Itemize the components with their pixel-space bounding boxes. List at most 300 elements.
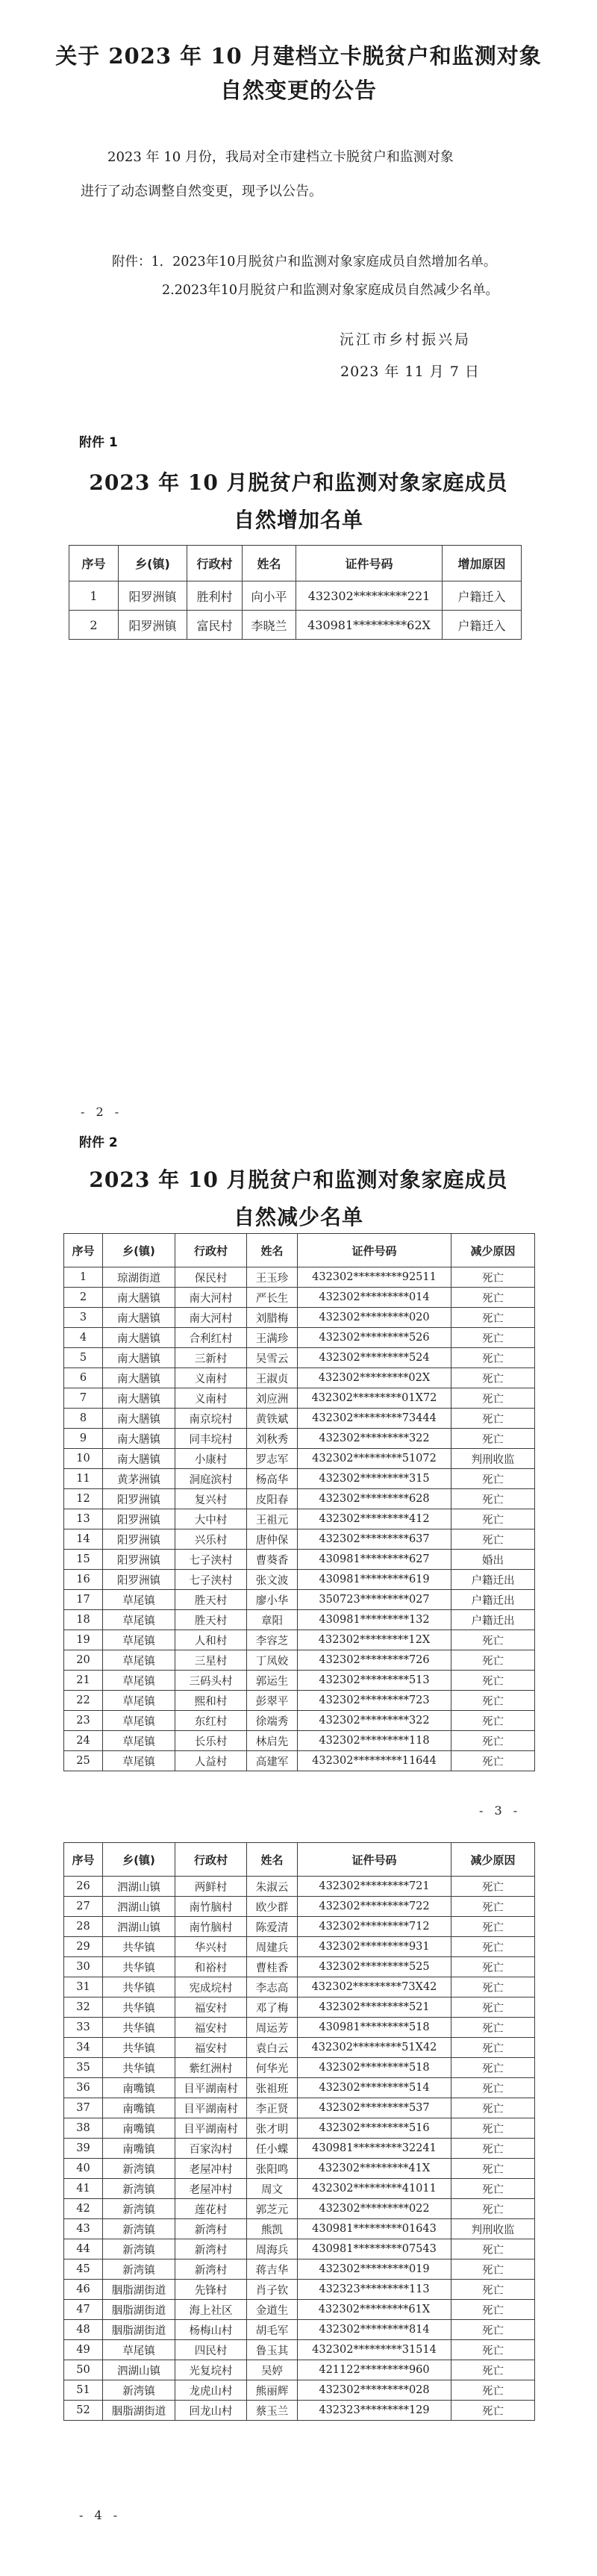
page-number-4: - 4 - (79, 2508, 122, 2522)
table-cell: 户籍迁出 (451, 1590, 535, 1610)
table-cell: 432302*********637 (298, 1529, 451, 1550)
table-cell: 唐仲保 (247, 1529, 298, 1550)
table-cell: 胡毛军 (247, 2320, 298, 2340)
column-header: 行政村 (187, 546, 243, 581)
table-cell: 人益村 (175, 1751, 247, 1771)
table-cell: 任小蝶 (247, 2139, 298, 2159)
table-cell: 周建兵 (247, 1937, 298, 1957)
table-cell: 432302*********628 (298, 1489, 451, 1509)
attachment-note-item1: 1．2023年10月脱贫户和监测对象家庭成员自然增加名单。 (151, 255, 497, 269)
table-cell: 432302*********31514 (298, 2340, 451, 2360)
table-cell: 徐端秀 (247, 1711, 298, 1731)
table-cell: 七子浃村 (175, 1550, 247, 1570)
table-cell: 张文波 (247, 1570, 298, 1590)
table-cell: 草尾镇 (103, 1691, 175, 1711)
table-cell: 共华镇 (103, 2058, 175, 2078)
table-cell: 南京垸村 (175, 1409, 247, 1429)
table-row (64, 1998, 535, 2018)
notice-body (81, 140, 528, 209)
table-cell: 13 (64, 1509, 103, 1529)
table-cell: 2 (64, 1288, 103, 1308)
table-cell: 莲花村 (175, 2199, 247, 2219)
table-cell: 保民村 (175, 1267, 247, 1288)
table-row (64, 1529, 535, 1550)
table-row (64, 1449, 535, 1469)
table-row (64, 1937, 535, 1957)
table-cell: 南大河村 (175, 1288, 247, 1308)
table-header-row (64, 1234, 535, 1267)
table-cell: 长乐村 (175, 1731, 247, 1751)
table-row (64, 2239, 535, 2260)
table-cell: 小康村 (175, 1449, 247, 1469)
table-cell: 15 (64, 1550, 103, 1570)
table-row (64, 2179, 535, 2199)
attachment2-title (0, 1161, 597, 1236)
table-cell: 南嘴镇 (103, 2139, 175, 2159)
table-cell: 刘秋秀 (247, 1429, 298, 1449)
table-row (64, 2360, 535, 2380)
table-cell: 死亡 (451, 2380, 535, 2401)
table-row (64, 1590, 535, 1610)
table-cell: 王淑贞 (247, 1368, 298, 1388)
table-cell: 430981*********62X (296, 611, 443, 640)
table-cell: 17 (64, 1590, 103, 1610)
table-header-row (69, 546, 522, 581)
table-cell: 三星村 (175, 1650, 247, 1671)
table-cell: 草尾镇 (103, 1711, 175, 1731)
table-cell: 琼湖街道 (103, 1267, 175, 1288)
table-cell: 432302*********221 (296, 581, 443, 611)
column-header: 序号 (69, 546, 119, 581)
table-row (64, 1429, 535, 1449)
table-cell: 死亡 (451, 2239, 535, 2260)
table-cell: 432302*********537 (298, 2098, 451, 2118)
table-row (69, 611, 522, 640)
table-cell: 李容芝 (247, 1630, 298, 1650)
table-cell: 目平湖南村 (175, 2098, 247, 2118)
table-cell: 户籍迁入 (443, 581, 522, 611)
table-cell: 27 (64, 1897, 103, 1917)
table-cell: 黄茅洲镇 (103, 1469, 175, 1489)
table-cell: 432302*********514 (298, 2078, 451, 2098)
table-cell: 泗湖山镇 (103, 1877, 175, 1897)
table-cell: 草尾镇 (103, 1671, 175, 1691)
table-cell: 39 (64, 2139, 103, 2159)
attachment1-title-line1: 2023 年 10 月脱贫户和监测对象家庭成员 (89, 470, 508, 495)
table-cell: 432302*********11644 (298, 1751, 451, 1771)
table-cell: 45 (64, 2260, 103, 2280)
table-cell: 向小平 (243, 581, 296, 611)
table-row (64, 1977, 535, 1998)
table-cell: 44 (64, 2239, 103, 2260)
table-cell: 3 (64, 1308, 103, 1328)
table-cell: 2 (69, 611, 119, 640)
table-cell: 11 (64, 1469, 103, 1489)
table-cell: 432302*********521 (298, 1998, 451, 2018)
table-cell: 新湾镇 (103, 2159, 175, 2179)
table-cell: 草尾镇 (103, 1731, 175, 1751)
table-cell: 18 (64, 1610, 103, 1630)
table-cell: 21 (64, 1671, 103, 1691)
table-cell: 胜天村 (175, 1590, 247, 1610)
table-cell: 20 (64, 1650, 103, 1671)
table-cell: 胭脂湖街道 (103, 2300, 175, 2320)
table-row (64, 1489, 535, 1509)
table-cell: 死亡 (451, 1671, 535, 1691)
table-cell: 南大膳镇 (103, 1308, 175, 1328)
column-header: 序号 (64, 1843, 103, 1877)
table-cell: 430981*********32241 (298, 2139, 451, 2159)
table-cell: 东红村 (175, 1711, 247, 1731)
table-cell: 张阳鸣 (247, 2159, 298, 2179)
table-cell: 死亡 (451, 1388, 535, 1409)
table-row (64, 2058, 535, 2078)
table-cell: 共华镇 (103, 2018, 175, 2038)
table-cell: 26 (64, 1877, 103, 1897)
issuer-signature: 沅江市乡村振兴局 (340, 331, 472, 348)
table-cell: 死亡 (451, 1368, 535, 1388)
table-cell: 48 (64, 2320, 103, 2340)
attachment1-title (0, 464, 597, 539)
table-cell: 两鲜村 (175, 1877, 247, 1897)
table-cell: 南竹脑村 (175, 1917, 247, 1937)
table-cell: 南大膳镇 (103, 1368, 175, 1388)
table-row (64, 2078, 535, 2098)
table-cell: 胜利村 (187, 581, 243, 611)
table-row (64, 2280, 535, 2300)
table-cell: 432302*********412 (298, 1509, 451, 1529)
table-cell: 死亡 (451, 1751, 535, 1771)
attachment2-title-line2: 自然减少名单 (233, 1205, 363, 1229)
table-cell: 鲁玉其 (247, 2340, 298, 2360)
table-cell: 430981*********132 (298, 1610, 451, 1630)
table-row (64, 1308, 535, 1328)
attachment-note-line1 (112, 248, 498, 276)
table-cell: 432302*********526 (298, 1328, 451, 1348)
table-row (64, 2340, 535, 2360)
table-row (64, 2219, 535, 2239)
table-cell: 38 (64, 2118, 103, 2139)
table-cell: 死亡 (451, 1469, 535, 1489)
table-cell: 义南村 (175, 1368, 247, 1388)
table-cell: 何华光 (247, 2058, 298, 2078)
table-cell: 新湾村 (175, 2239, 247, 2260)
notice-title (0, 39, 597, 107)
table-row (64, 1877, 535, 1897)
table-row (64, 1671, 535, 1691)
table-cell: 432302*********014 (298, 1288, 451, 1308)
table-cell: 死亡 (451, 1977, 535, 1998)
table-cell: 人和村 (175, 1630, 247, 1650)
table-cell: 南竹脑村 (175, 1897, 247, 1917)
table-row (64, 2098, 535, 2118)
table-cell: 户籍迁出 (451, 1610, 535, 1630)
table-cell: 死亡 (451, 2118, 535, 2139)
table-cell: 阳罗洲镇 (103, 1489, 175, 1509)
table-cell: 草尾镇 (103, 1630, 175, 1650)
table-cell: 1 (69, 581, 119, 611)
table-cell: 46 (64, 2280, 103, 2300)
table-cell: 胜天村 (175, 1610, 247, 1630)
table-cell: 章阳 (247, 1610, 298, 1630)
table-cell: 24 (64, 1731, 103, 1751)
table-cell: 阳罗洲镇 (119, 611, 187, 640)
table-cell: 16 (64, 1570, 103, 1590)
table-cell: 蔡玉兰 (247, 2401, 298, 2421)
table-cell: 南嘴镇 (103, 2078, 175, 2098)
table-cell: 阳罗洲镇 (103, 1529, 175, 1550)
table-cell: 死亡 (451, 2260, 535, 2280)
table-cell: 28 (64, 1917, 103, 1937)
table-cell: 张才明 (247, 2118, 298, 2139)
table-cell: 郭运生 (247, 1671, 298, 1691)
table-cell: 杨梅山村 (175, 2320, 247, 2340)
table-cell: 死亡 (451, 1897, 535, 1917)
table-cell: 9 (64, 1429, 103, 1449)
table-cell: 死亡 (451, 2098, 535, 2118)
table-cell: 老屋冲村 (175, 2159, 247, 2179)
table-cell: 6 (64, 1368, 103, 1388)
table-cell: 死亡 (451, 1630, 535, 1650)
table-cell: 熊丽辉 (247, 2380, 298, 2401)
table-row (64, 1691, 535, 1711)
table-cell: 死亡 (451, 2340, 535, 2360)
table-cell: 死亡 (451, 1917, 535, 1937)
table-cell: 死亡 (451, 1288, 535, 1308)
table-cell: 福安村 (175, 1998, 247, 2018)
table-cell: 复兴村 (175, 1489, 247, 1509)
table-cell: 回龙山村 (175, 2401, 247, 2421)
table-cell: 合利红村 (175, 1328, 247, 1348)
table-cell: 30 (64, 1957, 103, 1977)
table-cell: 432323*********113 (298, 2280, 451, 2300)
table-cell: 42 (64, 2199, 103, 2219)
table-row (64, 1751, 535, 1771)
table-cell: 阳罗洲镇 (103, 1509, 175, 1529)
table-cell: 新湾村 (175, 2219, 247, 2239)
table-cell: 共华镇 (103, 1937, 175, 1957)
table-cell: 死亡 (451, 2139, 535, 2159)
attachment1-title-line2: 自然增加名单 (233, 508, 363, 532)
table-cell: 袁白云 (247, 2038, 298, 2058)
table-cell: 432302*********814 (298, 2320, 451, 2340)
table-row (64, 1348, 535, 1368)
table-cell: 死亡 (451, 2159, 535, 2179)
table-row (64, 1368, 535, 1388)
table-cell: 死亡 (451, 1691, 535, 1711)
table-cell: 丁凤姣 (247, 1650, 298, 1671)
table-cell: 共华镇 (103, 1977, 175, 1998)
table-cell: 曹葵香 (247, 1550, 298, 1570)
table-cell: 周运芳 (247, 2018, 298, 2038)
table-cell: 430981*********619 (298, 1570, 451, 1590)
table-cell: 死亡 (451, 2300, 535, 2320)
table-cell: 34 (64, 2038, 103, 2058)
table-cell: 432302*********022 (298, 2199, 451, 2219)
table-cell: 熙和村 (175, 1691, 247, 1711)
table-cell: 432302*********516 (298, 2118, 451, 2139)
table-cell: 432302*********322 (298, 1429, 451, 1449)
table-cell: 高建军 (247, 1751, 298, 1771)
table-row (64, 1897, 535, 1917)
table-cell: 29 (64, 1937, 103, 1957)
table-cell: 19 (64, 1630, 103, 1650)
table-row (64, 1711, 535, 1731)
table-cell: 432302*********73444 (298, 1409, 451, 1429)
table-cell: 曹桂香 (247, 1957, 298, 1977)
table-cell: 23 (64, 1711, 103, 1731)
table-cell: 死亡 (451, 1650, 535, 1671)
table-cell: 432302*********726 (298, 1650, 451, 1671)
table-cell: 死亡 (451, 1429, 535, 1449)
table-cell: 49 (64, 2340, 103, 2360)
table-cell: 432302*********513 (298, 1671, 451, 1691)
table-row (64, 1388, 535, 1409)
table-cell: 35 (64, 2058, 103, 2078)
table-cell: 432302*********712 (298, 1917, 451, 1937)
table-cell: 350723*********027 (298, 1590, 451, 1610)
table-cell: 黄铁斌 (247, 1409, 298, 1429)
table-cell: 南大膳镇 (103, 1388, 175, 1409)
table-cell: 南大膳镇 (103, 1348, 175, 1368)
table-cell: 宪成垸村 (175, 1977, 247, 1998)
table-cell: 430981*********01643 (298, 2219, 451, 2239)
table-cell: 百家沟村 (175, 2139, 247, 2159)
table-cell: 7 (64, 1388, 103, 1409)
attachment2-title-line1: 2023 年 10 月脱贫户和监测对象家庭成员 (89, 1167, 508, 1192)
table-cell: 432302*********931 (298, 1937, 451, 1957)
table-header-row (64, 1843, 535, 1877)
table-cell: 户籍迁入 (443, 611, 522, 640)
table-cell: 草尾镇 (103, 1650, 175, 1671)
attachment2-table-page4 (63, 1842, 535, 2421)
table-cell: 华兴村 (175, 1937, 247, 1957)
table-cell: 432302*********92511 (298, 1267, 451, 1288)
table-cell: 10 (64, 1449, 103, 1469)
table-cell: 南大河村 (175, 1308, 247, 1328)
table-cell: 5 (64, 1348, 103, 1368)
table-cell: 泗湖山镇 (103, 1897, 175, 1917)
table-cell: 草尾镇 (103, 1610, 175, 1630)
table-row (64, 1288, 535, 1308)
table-cell: 义南村 (175, 1388, 247, 1409)
table-cell: 刘腊梅 (247, 1308, 298, 1328)
table-cell: 432302*********61X (298, 2300, 451, 2320)
column-header: 姓名 (247, 1843, 298, 1877)
table-cell: 22 (64, 1691, 103, 1711)
table-cell: 熊凯 (247, 2219, 298, 2239)
table-cell: 福安村 (175, 2038, 247, 2058)
table-cell: 南大膳镇 (103, 1328, 175, 1348)
table-cell: 死亡 (451, 1308, 535, 1328)
table-cell: 432302*********721 (298, 1877, 451, 1897)
table-cell: 432302*********51072 (298, 1449, 451, 1469)
table-row (64, 1509, 535, 1529)
table-cell: 胭脂湖街道 (103, 2320, 175, 2340)
table-cell: 432302*********41011 (298, 2179, 451, 2199)
table-cell: 37 (64, 2098, 103, 2118)
table-row (64, 1731, 535, 1751)
table-row (64, 2401, 535, 2421)
table-cell: 大中村 (175, 1509, 247, 1529)
table-cell: 死亡 (451, 1529, 535, 1550)
table-cell: 32 (64, 1998, 103, 2018)
table-cell: 432302*********12X (298, 1630, 451, 1650)
table-cell: 430981*********627 (298, 1550, 451, 1570)
table-cell: 47 (64, 2300, 103, 2320)
table-cell: 43 (64, 2219, 103, 2239)
table-cell: 吴雪云 (247, 1348, 298, 1368)
table-cell: 严长生 (247, 1288, 298, 1308)
table-cell: 福安村 (175, 2018, 247, 2038)
attachment1-table (69, 545, 522, 640)
table-cell: 郭芝元 (247, 2199, 298, 2219)
attachment1-label: 附件 1 (79, 435, 118, 450)
table-row (64, 2300, 535, 2320)
table-cell: 共华镇 (103, 1957, 175, 1977)
table-cell: 432302*********41X (298, 2159, 451, 2179)
table-cell: 25 (64, 1751, 103, 1771)
table-cell: 七子浃村 (175, 1570, 247, 1590)
table-cell: 草尾镇 (103, 1590, 175, 1610)
table-cell: 33 (64, 2018, 103, 2038)
table-cell: 朱淑云 (247, 1877, 298, 1897)
table-cell: 和裕村 (175, 1957, 247, 1977)
table-cell: 陈爱清 (247, 1917, 298, 1937)
table-cell: 死亡 (451, 1409, 535, 1429)
table-cell: 死亡 (451, 2179, 535, 2199)
table-row (64, 1570, 535, 1590)
table-cell: 421122*********960 (298, 2360, 451, 2380)
attachment-note-item2: 2.2023年10月脱贫户和监测对象家庭成员自然减少名单。 (162, 283, 498, 298)
table-cell: 死亡 (451, 1998, 535, 2018)
table-row (64, 2199, 535, 2219)
table-cell: 死亡 (451, 1328, 535, 1348)
table-row (64, 1267, 535, 1288)
notice-body-line2: 进行了动态调整自然变更，现予以公告。 (81, 184, 322, 199)
table-cell: 南大膳镇 (103, 1429, 175, 1449)
table-cell: 1 (64, 1267, 103, 1288)
table-cell: 8 (64, 1409, 103, 1429)
table-cell: 新湾镇 (103, 2179, 175, 2199)
table-cell: 432302*********525 (298, 1957, 451, 1977)
table-cell: 死亡 (451, 2320, 535, 2340)
table-cell: 死亡 (451, 2401, 535, 2421)
table-cell: 死亡 (451, 1731, 535, 1751)
table-cell: 432302*********019 (298, 2260, 451, 2280)
table-cell: 洞庭滨村 (175, 1469, 247, 1489)
table-cell: 光复垸村 (175, 2360, 247, 2380)
table-cell: 同丰垸村 (175, 1429, 247, 1449)
table-cell: 欧少群 (247, 1897, 298, 1917)
table-cell: 14 (64, 1529, 103, 1550)
table-row (64, 2038, 535, 2058)
table-cell: 432302*********51X42 (298, 2038, 451, 2058)
table-cell: 判刑收监 (451, 2219, 535, 2239)
table-cell: 杨高华 (247, 1469, 298, 1489)
column-header: 证件号码 (296, 546, 443, 581)
table-row (64, 1630, 535, 1650)
table-cell: 新湾村 (175, 2260, 247, 2280)
table-cell: 泗湖山镇 (103, 1917, 175, 1937)
table-row (64, 1610, 535, 1630)
column-header: 乡(镇) (103, 1843, 175, 1877)
table-cell: 草尾镇 (103, 1751, 175, 1771)
table-cell: 死亡 (451, 1877, 535, 1897)
table-cell: 共华镇 (103, 2038, 175, 2058)
issue-date: 2023 年 11 月 7 日 (340, 364, 480, 380)
table-row (64, 2139, 535, 2159)
